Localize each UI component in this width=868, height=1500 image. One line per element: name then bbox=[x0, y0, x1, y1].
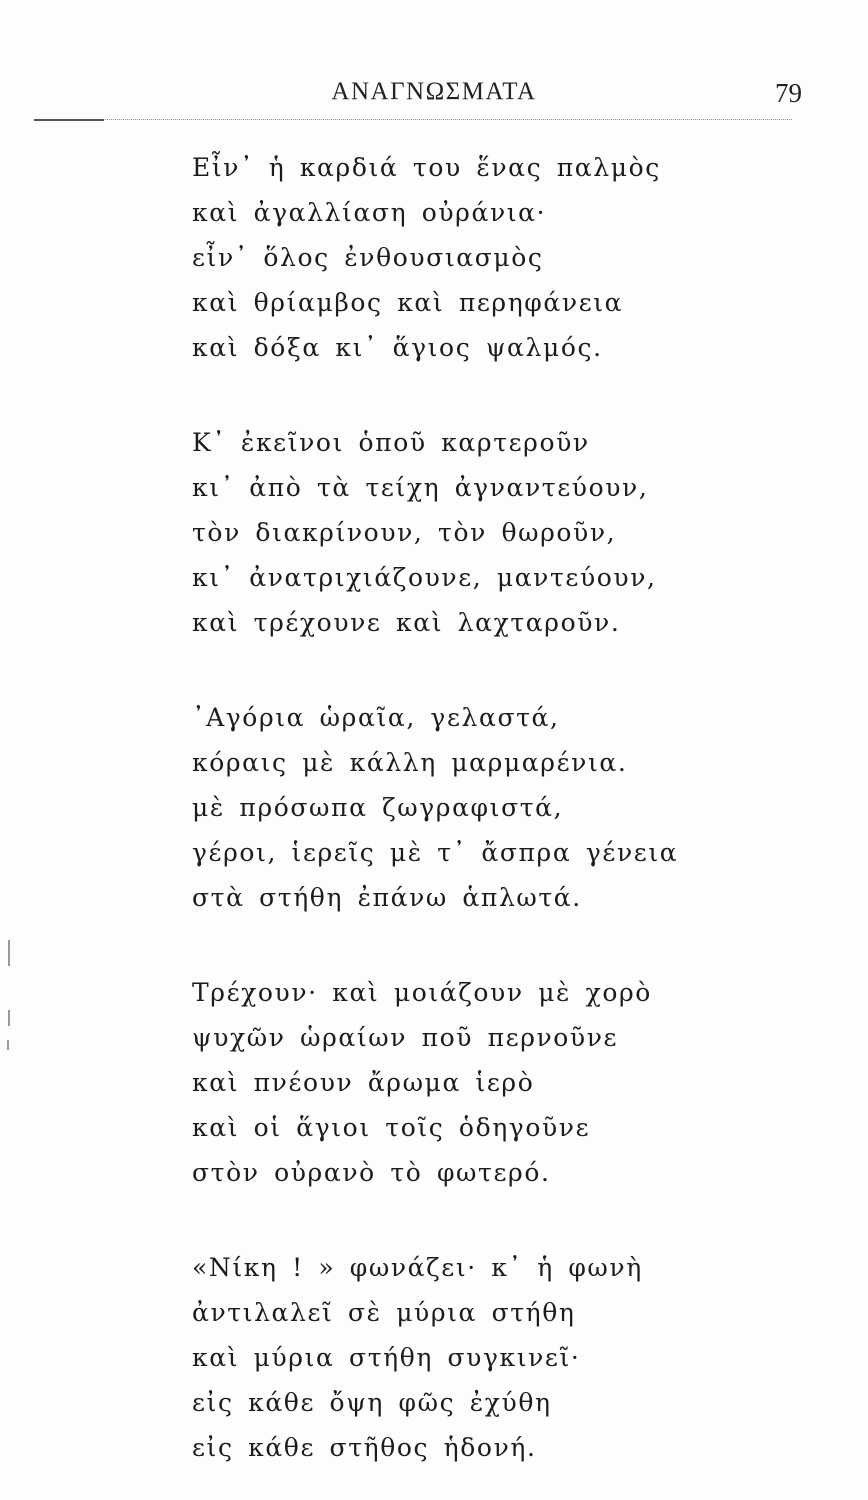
poem-line: καὶ ἀγαλλίαση οὐράνια· bbox=[192, 198, 547, 227]
poem-line: στὰ στήθη ἐπάνω ἁπλωτά. bbox=[192, 883, 582, 912]
stanza bbox=[192, 1245, 792, 1470]
poem-line: καὶ οἱ ἅγιοι τοῖς ὁδηγοῦνε bbox=[192, 1113, 591, 1142]
margin-mark bbox=[8, 940, 10, 966]
margin-mark bbox=[8, 1010, 10, 1026]
poem-line: εἰς κάθε στῆθος ἡδονή. bbox=[192, 1433, 537, 1462]
margin-mark bbox=[7, 1040, 9, 1050]
poem-line: κι᾽ ἀπὸ τὰ τείχη ἀγναντεύουν, bbox=[192, 473, 649, 502]
poem-line: καὶ δόξα κι᾽ ἅγιος ψαλμός. bbox=[192, 333, 603, 362]
poem-line: κι᾽ ἀνατριχιάζουνε, μαντεύουν, bbox=[192, 563, 657, 592]
poem-line: καὶ μύρια στήθη συγκινεῖ· bbox=[192, 1343, 581, 1372]
poem-line: Κ᾽ ἐκεῖνοι ὁποῦ καρτεροῦν bbox=[192, 428, 590, 457]
poem-line: καὶ τρέχουνε καὶ λαχταροῦν. bbox=[192, 608, 621, 637]
poem bbox=[192, 145, 792, 1470]
poem-line: Τρέχουν· καὶ μοιάζουν μὲ χορὸ bbox=[192, 978, 652, 1007]
stanza bbox=[192, 970, 792, 1195]
page-number: 79 bbox=[775, 78, 802, 108]
poem-line: μὲ πρόσωπα ζωγραφιστά, bbox=[192, 793, 564, 822]
header-rule bbox=[34, 119, 792, 120]
header-rule-start bbox=[34, 119, 104, 121]
stanza bbox=[192, 145, 792, 370]
poem-line: ᾽Αγόρια ὡραῖα, γελαστά, bbox=[192, 703, 560, 732]
poem-line: ἀντιλαλεῖ σὲ μύρια στήθη bbox=[192, 1298, 576, 1327]
poem-line: Εἶν᾽ ἡ καρδιά του ἕνας παλμὸς bbox=[192, 153, 661, 182]
stanza bbox=[192, 420, 792, 645]
poem-line: γέροι, ἱερεῖς μὲ τ᾽ ἄσπρα γένεια bbox=[192, 838, 679, 867]
poem-line: στὸν οὐρανὸ τὸ φωτερό. bbox=[192, 1158, 551, 1187]
poem-line: τὸν διακρίνουν, τὸν θωροῦν, bbox=[192, 518, 617, 547]
poem-line: εἶν᾽ ὅλος ἐνθουσιασμὸς bbox=[192, 243, 544, 272]
poem-line: ψυχῶν ὡραίων ποῦ περνοῦνε bbox=[192, 1023, 619, 1052]
poem-line: κόραις μὲ κάλλη μαρμαρένια. bbox=[192, 748, 628, 777]
running-header bbox=[0, 78, 868, 112]
poem-line: καὶ πνέουν ἄρωμα ἱερὸ bbox=[192, 1068, 535, 1097]
poem-line: εἰς κάθε ὄψη φῶς ἐχύθη bbox=[192, 1388, 552, 1417]
running-title: ΑΝΑΓΝΩΣΜΑΤΑ bbox=[331, 78, 537, 105]
stanza bbox=[192, 695, 792, 920]
poem-line: «Νίκη ! » φωνάζει· κ᾽ ἡ φωνὴ bbox=[192, 1253, 643, 1282]
poem-line: καὶ θρίαμβος καὶ περηφάνεια bbox=[192, 288, 624, 317]
